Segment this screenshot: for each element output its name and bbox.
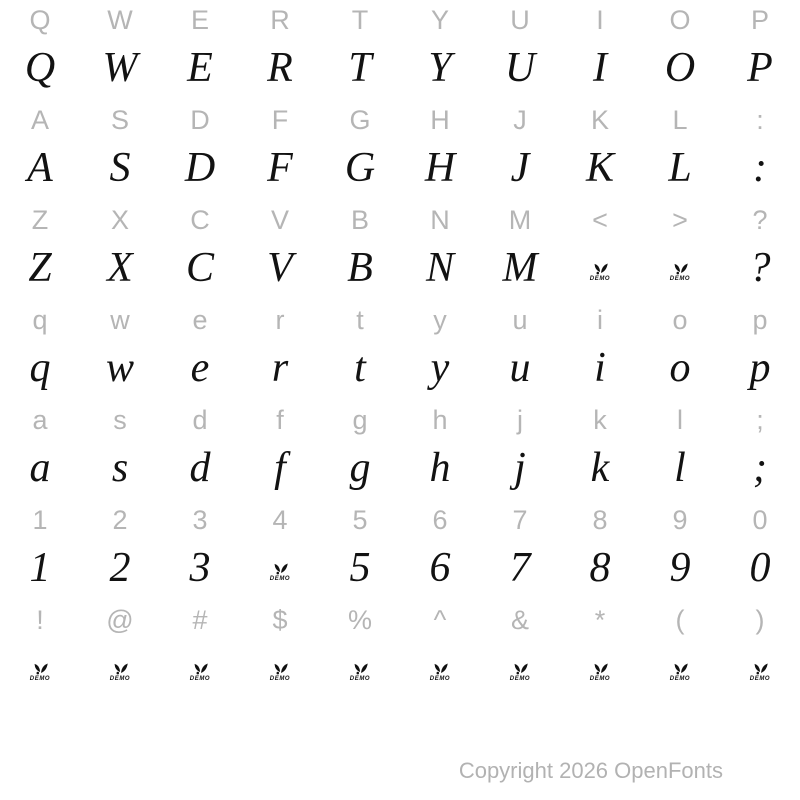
- char-glyph-large: K: [585, 145, 614, 191]
- char-cell: [0, 200, 80, 300]
- char-glyph-large: :: [753, 145, 767, 191]
- char-label-small: 7: [512, 505, 528, 535]
- char-cell: [640, 300, 720, 400]
- demo-ornament-icon: [110, 663, 130, 682]
- char-cell: [320, 300, 400, 400]
- char-glyph-large: S: [109, 145, 131, 191]
- demo-glyph-slot: [480, 640, 560, 696]
- char-cell: [160, 300, 240, 400]
- char-cell: [80, 0, 160, 100]
- char-cell: [720, 0, 800, 100]
- char-glyph-large: Q: [24, 45, 56, 91]
- char-label-small: B: [350, 205, 369, 235]
- char-label-small: u: [512, 305, 528, 335]
- char-cell: [560, 500, 640, 600]
- char-label-small: l: [677, 405, 683, 435]
- char-cell: [640, 500, 720, 600]
- char-glyph-large: Z: [28, 245, 52, 291]
- char-cell: [560, 600, 640, 700]
- char-glyph-large: V: [267, 245, 293, 291]
- char-label-small: N: [430, 205, 450, 235]
- char-glyph-large: R: [267, 45, 293, 91]
- char-glyph-large: p: [749, 345, 771, 391]
- char-glyph-large: 8: [589, 545, 611, 591]
- demo-ornament-icon: [670, 663, 690, 682]
- demo-marker-text: DEMO: [189, 675, 211, 682]
- char-label-small: i: [597, 305, 603, 335]
- char-cell: [560, 300, 640, 400]
- char-label-small: g: [352, 405, 368, 435]
- char-glyph-large: y: [430, 345, 450, 391]
- demo-glyph-slot: [400, 640, 480, 696]
- char-label-small: A: [30, 105, 49, 135]
- char-label-small: :: [756, 105, 764, 135]
- char-label-small: L: [672, 105, 688, 135]
- demo-ornament-icon: [590, 263, 610, 282]
- char-label-small: 4: [272, 505, 288, 535]
- char-glyph-large: N: [425, 245, 454, 291]
- char-label-small: 3: [192, 505, 208, 535]
- char-cell: [400, 400, 480, 500]
- char-cell: [80, 500, 160, 600]
- char-glyph-large: u: [509, 345, 531, 391]
- char-label-small: W: [107, 5, 133, 35]
- char-cell: [80, 600, 160, 700]
- char-glyph-large: 2: [109, 545, 131, 591]
- char-label-small: <: [592, 205, 608, 235]
- char-glyph-large: w: [105, 345, 134, 391]
- char-glyph-large: 9: [669, 545, 691, 591]
- char-cell: [400, 100, 480, 200]
- demo-marker-text: DEMO: [349, 675, 371, 682]
- demo-ornament-icon: [270, 663, 290, 682]
- char-label-small: (: [675, 605, 685, 635]
- char-label-small: K: [590, 105, 609, 135]
- char-cell: [640, 100, 720, 200]
- char-cell: [640, 0, 720, 100]
- char-cell: [0, 300, 80, 400]
- char-label-small: T: [351, 5, 369, 35]
- demo-marker-text: DEMO: [429, 675, 451, 682]
- demo-marker-text: DEMO: [109, 675, 131, 682]
- char-label-small: e: [192, 305, 208, 335]
- char-cell: [400, 300, 480, 400]
- char-cell: [240, 0, 320, 100]
- char-row: [0, 100, 800, 200]
- char-glyph-large: r: [271, 345, 289, 391]
- char-label-small: M: [508, 205, 532, 235]
- demo-glyph-slot: [640, 240, 720, 296]
- char-glyph-large: k: [590, 445, 610, 491]
- char-cell: [720, 300, 800, 400]
- char-cell: [320, 200, 400, 300]
- char-cell: [160, 0, 240, 100]
- demo-ornament-icon: [190, 663, 210, 682]
- char-glyph-large: U: [504, 45, 536, 91]
- char-cell: [80, 200, 160, 300]
- char-label-small: O: [669, 5, 691, 35]
- demo-marker-text: DEMO: [509, 675, 531, 682]
- demo-marker-text: DEMO: [669, 275, 691, 282]
- char-label-small: >: [672, 205, 688, 235]
- char-label-small: D: [190, 105, 210, 135]
- char-glyph-large: Y: [428, 45, 452, 91]
- demo-marker-text: DEMO: [669, 675, 691, 682]
- char-cell: [320, 0, 400, 100]
- demo-glyph-slot: [560, 640, 640, 696]
- char-label-small: 8: [592, 505, 608, 535]
- char-glyph-large: F: [267, 145, 293, 191]
- demo-glyph-slot: [160, 640, 240, 696]
- char-cell: [320, 100, 400, 200]
- char-cell: [640, 600, 720, 700]
- char-cell: [160, 500, 240, 600]
- char-cell: [560, 200, 640, 300]
- char-glyph-large: O: [664, 45, 696, 91]
- char-cell: [400, 200, 480, 300]
- demo-marker-text: DEMO: [29, 675, 51, 682]
- char-glyph-large: 1: [29, 545, 51, 591]
- char-cell: [560, 0, 640, 100]
- char-label-small: R: [270, 5, 290, 35]
- char-label-small: 0: [752, 505, 768, 535]
- char-glyph-large: q: [29, 345, 51, 391]
- demo-marker-text: DEMO: [269, 575, 291, 582]
- char-glyph-large: h: [429, 445, 451, 491]
- char-row: [0, 500, 800, 600]
- char-cell: [480, 400, 560, 500]
- char-cell: [0, 600, 80, 700]
- char-label-small: $: [272, 605, 288, 635]
- char-glyph-large: C: [185, 245, 214, 291]
- char-glyph-large: 5: [349, 545, 371, 591]
- char-label-small: Z: [31, 205, 49, 235]
- char-cell: [720, 600, 800, 700]
- char-label-small: J: [513, 105, 527, 135]
- demo-glyph-slot: [640, 640, 720, 696]
- char-label-small: 2: [112, 505, 128, 535]
- char-cell: [160, 600, 240, 700]
- char-label-small: d: [192, 405, 208, 435]
- char-cell: [240, 600, 320, 700]
- demo-glyph-slot: [80, 640, 160, 696]
- char-label-small: !: [36, 605, 44, 635]
- demo-ornament-icon: [590, 663, 610, 682]
- char-cell: [400, 500, 480, 600]
- demo-marker-text: DEMO: [269, 675, 291, 682]
- char-label-small: 1: [32, 505, 48, 535]
- char-label-small: ;: [756, 405, 764, 435]
- char-glyph-large: ?: [749, 245, 771, 291]
- char-glyph-large: L: [668, 145, 692, 191]
- char-glyph-large: G: [344, 145, 376, 191]
- char-cell: [240, 500, 320, 600]
- char-glyph-large: a: [29, 445, 51, 491]
- char-glyph-large: P: [747, 45, 773, 91]
- char-cell: [240, 300, 320, 400]
- char-cell: [0, 0, 80, 100]
- char-glyph-large: f: [274, 445, 286, 491]
- demo-ornament-icon: [270, 563, 290, 582]
- char-label-small: h: [432, 405, 448, 435]
- char-label-small: w: [110, 305, 130, 335]
- char-label-small: X: [110, 205, 129, 235]
- char-label-small: y: [433, 305, 447, 335]
- char-label-small: V: [270, 205, 289, 235]
- demo-glyph-slot: [0, 640, 80, 696]
- char-cell: [240, 400, 320, 500]
- char-label-small: C: [190, 205, 210, 235]
- char-label-small: P: [750, 5, 769, 35]
- char-label-small: *: [594, 605, 606, 635]
- char-cell: [320, 600, 400, 700]
- char-cell: [240, 200, 320, 300]
- char-label-small: E: [190, 5, 209, 35]
- char-glyph-large: A: [27, 145, 53, 191]
- demo-ornament-icon: [670, 263, 690, 282]
- char-cell: [640, 200, 720, 300]
- char-cell: [160, 400, 240, 500]
- char-cell: [160, 200, 240, 300]
- char-label-small: &: [510, 605, 529, 635]
- char-label-small: a: [32, 405, 48, 435]
- char-cell: [480, 300, 560, 400]
- char-cell: [80, 100, 160, 200]
- char-label-small: 5: [352, 505, 368, 535]
- char-label-small: Q: [29, 5, 51, 35]
- char-cell: [560, 100, 640, 200]
- char-cell: [400, 0, 480, 100]
- char-label-small: q: [32, 305, 48, 335]
- char-glyph-large: 3: [189, 545, 211, 591]
- char-cell: [0, 500, 80, 600]
- demo-glyph-slot: [560, 240, 640, 296]
- char-label-small: #: [192, 605, 208, 635]
- char-glyph-large: ;: [753, 445, 767, 491]
- char-cell: [320, 500, 400, 600]
- char-cell: [400, 600, 480, 700]
- char-cell: [720, 200, 800, 300]
- char-cell: [320, 400, 400, 500]
- char-label-small: G: [349, 105, 371, 135]
- char-glyph-large: i: [594, 345, 606, 391]
- char-label-small: s: [113, 405, 127, 435]
- char-glyph-large: M: [502, 245, 538, 291]
- char-cell: [480, 500, 560, 600]
- char-label-small: k: [593, 405, 607, 435]
- char-label-small: r: [275, 305, 285, 335]
- char-row: [0, 200, 800, 300]
- char-glyph-large: H: [424, 145, 456, 191]
- demo-marker-text: DEMO: [589, 275, 611, 282]
- char-label-small: 6: [432, 505, 448, 535]
- char-glyph-large: t: [354, 345, 366, 391]
- char-row: [0, 300, 800, 400]
- char-label-small: ): [755, 605, 765, 635]
- char-glyph-large: g: [349, 445, 371, 491]
- char-glyph-large: e: [190, 345, 210, 391]
- char-label-small: U: [510, 5, 530, 35]
- char-cell: [80, 400, 160, 500]
- char-glyph-large: s: [111, 445, 129, 491]
- char-label-small: I: [596, 5, 604, 35]
- char-label-small: f: [276, 405, 284, 435]
- char-cell: [0, 100, 80, 200]
- char-label-small: Y: [430, 5, 449, 35]
- char-cell: [480, 200, 560, 300]
- char-glyph-large: W: [102, 45, 138, 91]
- char-cell: [720, 100, 800, 200]
- char-cell: [720, 400, 800, 500]
- char-cell: [160, 100, 240, 200]
- char-label-small: ^: [433, 605, 447, 635]
- char-cell: [720, 500, 800, 600]
- demo-ornament-icon: [30, 663, 50, 682]
- char-glyph-large: E: [187, 45, 213, 91]
- char-cell: [480, 600, 560, 700]
- demo-ornament-icon: [350, 663, 370, 682]
- char-glyph-large: J: [510, 145, 530, 191]
- char-glyph-large: I: [593, 45, 607, 91]
- char-glyph-large: B: [347, 245, 373, 291]
- char-glyph-large: d: [189, 445, 211, 491]
- demo-ornament-icon: [510, 663, 530, 682]
- char-cell: [240, 100, 320, 200]
- char-label-small: @: [106, 605, 134, 635]
- char-glyph-large: l: [674, 445, 686, 491]
- char-cell: [480, 0, 560, 100]
- char-label-small: F: [271, 105, 289, 135]
- demo-glyph-slot: [720, 640, 800, 696]
- demo-marker-text: DEMO: [749, 675, 771, 682]
- char-cell: [640, 400, 720, 500]
- char-label-small: 9: [672, 505, 688, 535]
- char-cell: [560, 400, 640, 500]
- copyright-text: Copyright 2026 OpenFonts: [458, 758, 723, 783]
- char-glyph-large: 7: [509, 545, 531, 591]
- demo-glyph-slot: [240, 540, 320, 596]
- demo-ornament-icon: [750, 663, 770, 682]
- char-label-small: p: [752, 305, 768, 335]
- char-label-small: H: [430, 105, 450, 135]
- char-glyph-large: D: [184, 145, 216, 191]
- demo-glyph-slot: [320, 640, 400, 696]
- char-label-small: %: [347, 605, 372, 635]
- char-label-small: ?: [752, 205, 768, 235]
- demo-marker-text: DEMO: [589, 675, 611, 682]
- char-glyph-large: 0: [749, 545, 771, 591]
- char-glyph-large: T: [348, 45, 372, 91]
- demo-glyph-slot: [240, 640, 320, 696]
- char-glyph-large: 6: [429, 545, 451, 591]
- demo-ornament-icon: [430, 663, 450, 682]
- char-glyph-large: j: [514, 445, 526, 491]
- char-cell: [480, 100, 560, 200]
- char-row: [0, 400, 800, 500]
- char-cell: [80, 300, 160, 400]
- char-glyph-large: X: [107, 245, 133, 291]
- char-glyph-large: o: [669, 345, 691, 391]
- char-row: [0, 600, 800, 700]
- char-label-small: o: [672, 305, 688, 335]
- char-label-small: j: [517, 405, 523, 435]
- char-label-small: S: [110, 105, 129, 135]
- char-cell: [0, 400, 80, 500]
- char-row: [0, 0, 800, 100]
- char-label-small: t: [356, 305, 364, 335]
